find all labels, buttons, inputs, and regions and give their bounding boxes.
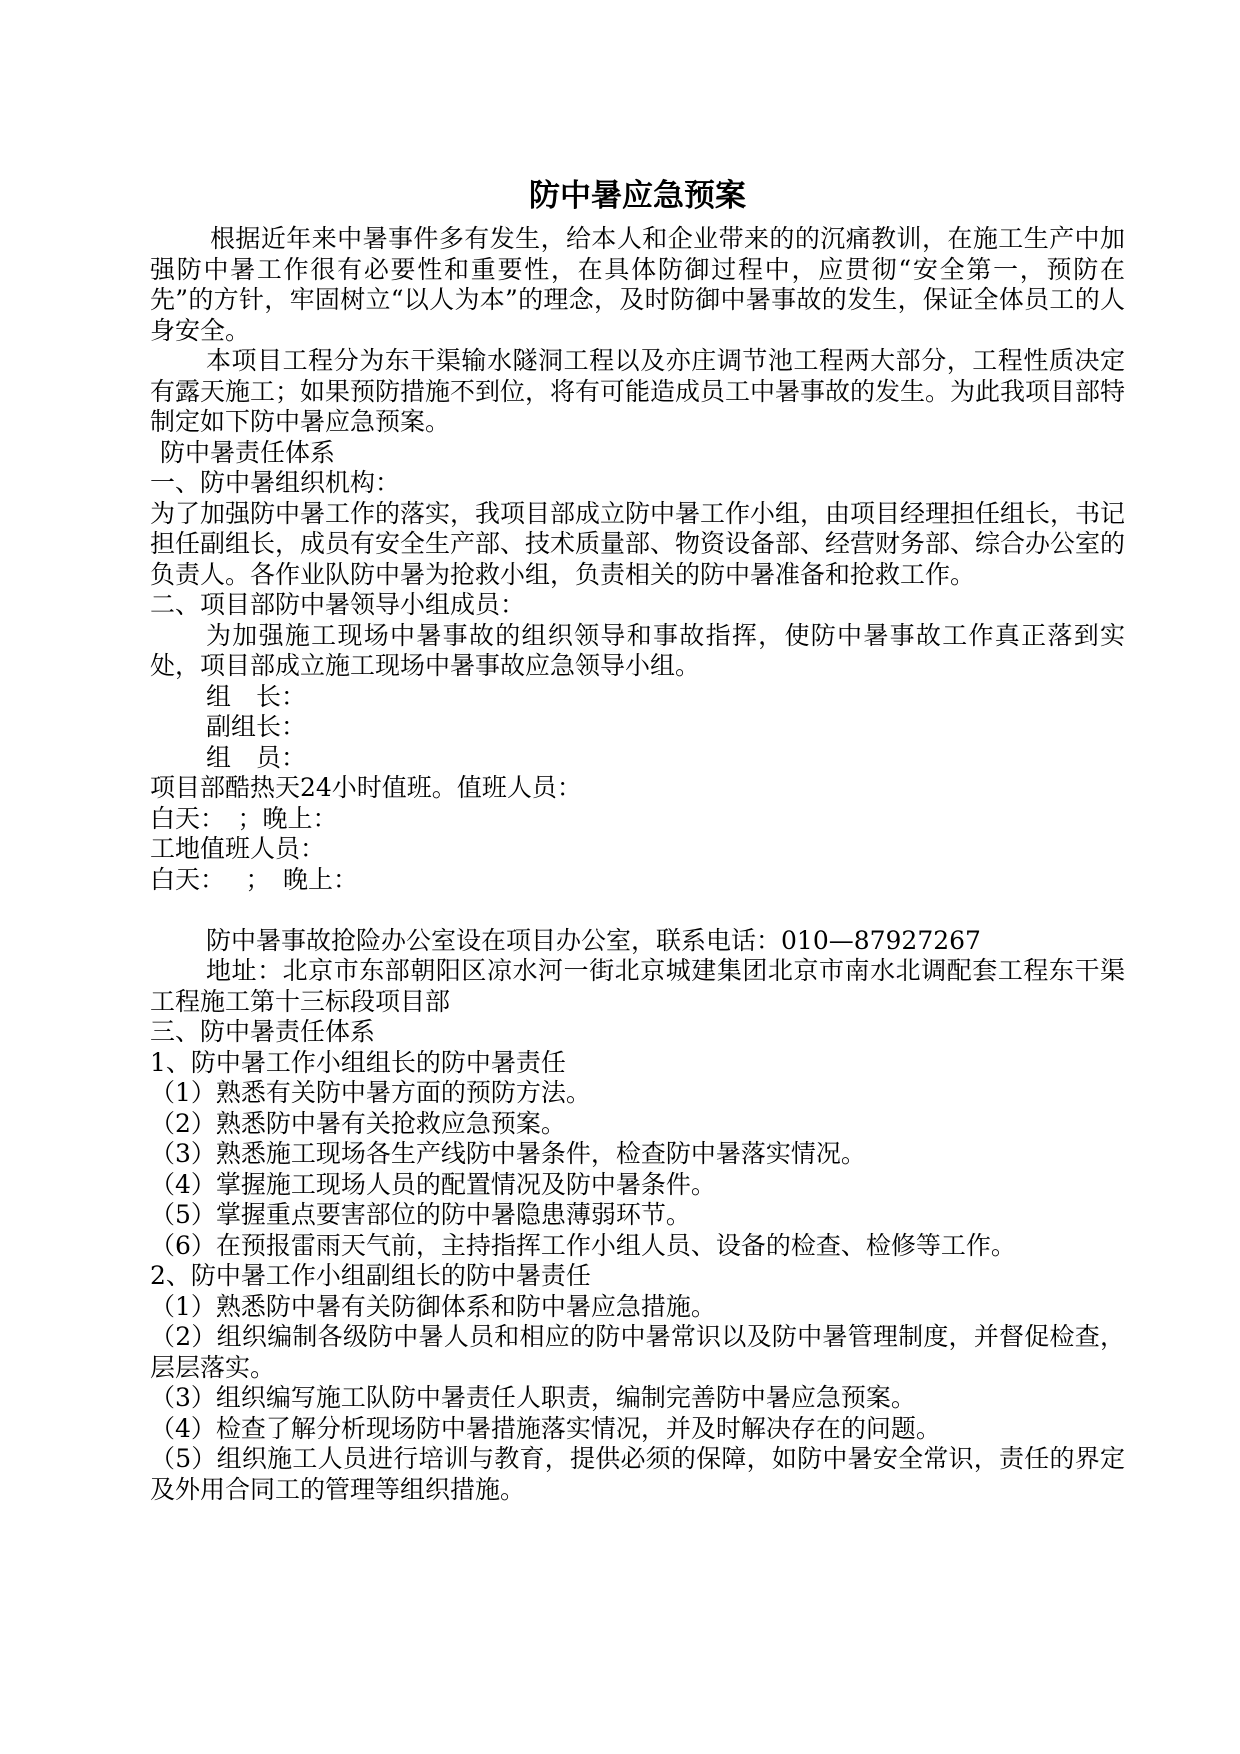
- list-item: （1）熟悉防中暑有关防御体系和防中暑应急措施。: [150, 1291, 716, 1321]
- list-item: （3）熟悉施工现场各生产线防中暑条件，检查防中暑落实情况。: [150, 1139, 866, 1168]
- list-item: （2）组织编制各级防中暑人员和相应的防中暑常识以及防中暑管理制度，并督促检查，层层落实。: [150, 1322, 1125, 1382]
- duty-24h-line: 项目部酷热天24小时值班。值班人员：: [150, 773, 582, 802]
- site-duty-line: 工地值班人员：: [150, 834, 326, 863]
- list-item: （3）组织编写施工队防中暑责任人职责，编制完善防中暑应急预案。: [150, 1383, 916, 1412]
- responsibility-heading: 防中暑责任体系: [160, 437, 336, 467]
- list-item: （2）熟悉防中暑有关抢救应急预案。: [150, 1108, 566, 1138]
- list-item: （6）在预报雷雨天气前，主持指挥工作小组人员、设备的检查、检修等工作。: [150, 1230, 1016, 1260]
- document-title: 防中暑应急预案: [529, 178, 746, 214]
- address-line: 地址：北京市东部朝阳区凉水河一街北京城建集团北京市南水北调配套工程东干渠工程施工第十三标段项目部: [150, 956, 1125, 1016]
- intro-paragraph-2: 本项目工程分为东干渠输水隧洞工程以及亦庄调节池工程两大部分，工程性质决定有露天施工；如果预防措施不到位，将有可能造成员工中暑事故的发生。为此我项目部特制定如下防中暑应急预案。: [150, 346, 1126, 436]
- office-line: 防中暑事故抢险办公室设在项目办公室，联系电话：010—87927267: [206, 925, 981, 955]
- day-night-line-2: 白天： ； 晚上：: [150, 864, 358, 894]
- subsection-1-title: 1、防中暑工作小组组长的防中暑责任: [150, 1047, 566, 1077]
- list-item: （1）熟悉有关防中暑方面的预防方法。: [150, 1078, 591, 1107]
- section-1-title: 一、防中暑组织机构：: [150, 468, 401, 497]
- vice-leader-line: 副组长：: [206, 712, 307, 741]
- section-3-title: 三、防中暑责任体系: [150, 1017, 376, 1046]
- list-item: （4）检查了解分析现场防中暑措施落实情况，并及时解决存在的问题。: [150, 1413, 941, 1443]
- member-line: 组 员：: [206, 742, 307, 772]
- section-1-body: 为了加强防中暑工作的落实，我项目部成立防中暑工作小组，由项目经理担任组长，书记担任副组长，成员有安全生产部、技术质量部、物资设备部、经营财务部、综合办公室的负责人。各作业队防中暑为抢救小组，负责相关的防中暑准备和抢救工作。: [150, 498, 1126, 589]
- section-2-title: 二、项目部防中暑领导小组成员：: [150, 590, 526, 619]
- list-item: （5）组织施工人员进行培训与教育，提供必须的保障，如防中暑安全常识，责任的界定及外用合同工的管理等组织措施。: [150, 1444, 1125, 1504]
- list-item: （5）掌握重点要害部位的防中暑隐患薄弱环节。: [150, 1200, 691, 1229]
- document-page: [150, 170, 1125, 1505]
- leader-line: 组 长：: [206, 681, 307, 711]
- intro-paragraph-1: 根据近年来中暑事件多有发生，给本人和企业带来的的沉痛教训，在施工生产中加强防中暑工作很有必要性和重要性，在具体防御过程中，应贯彻“安全第一，预防在先”的方针，牢固树立“以人为本”的理念，及时防御中暑事故的发生，保证全体员工的人身安全。: [150, 224, 1125, 345]
- list-item: （4）掌握施工现场人员的配置情况及防中暑条件。: [150, 1169, 716, 1199]
- blank-line: [150, 895, 1125, 926]
- section-2-body: 为加强施工现场中暑事故的组织领导和事故指挥，使防中暑事故工作真正落到实处，项目部成立施工现场中暑事故应急领导小组。: [150, 620, 1125, 680]
- day-night-line-1: 白天： ；晚上：: [150, 803, 338, 833]
- subsection-2-title: 2、防中暑工作小组副组长的防中暑责任: [150, 1261, 591, 1290]
